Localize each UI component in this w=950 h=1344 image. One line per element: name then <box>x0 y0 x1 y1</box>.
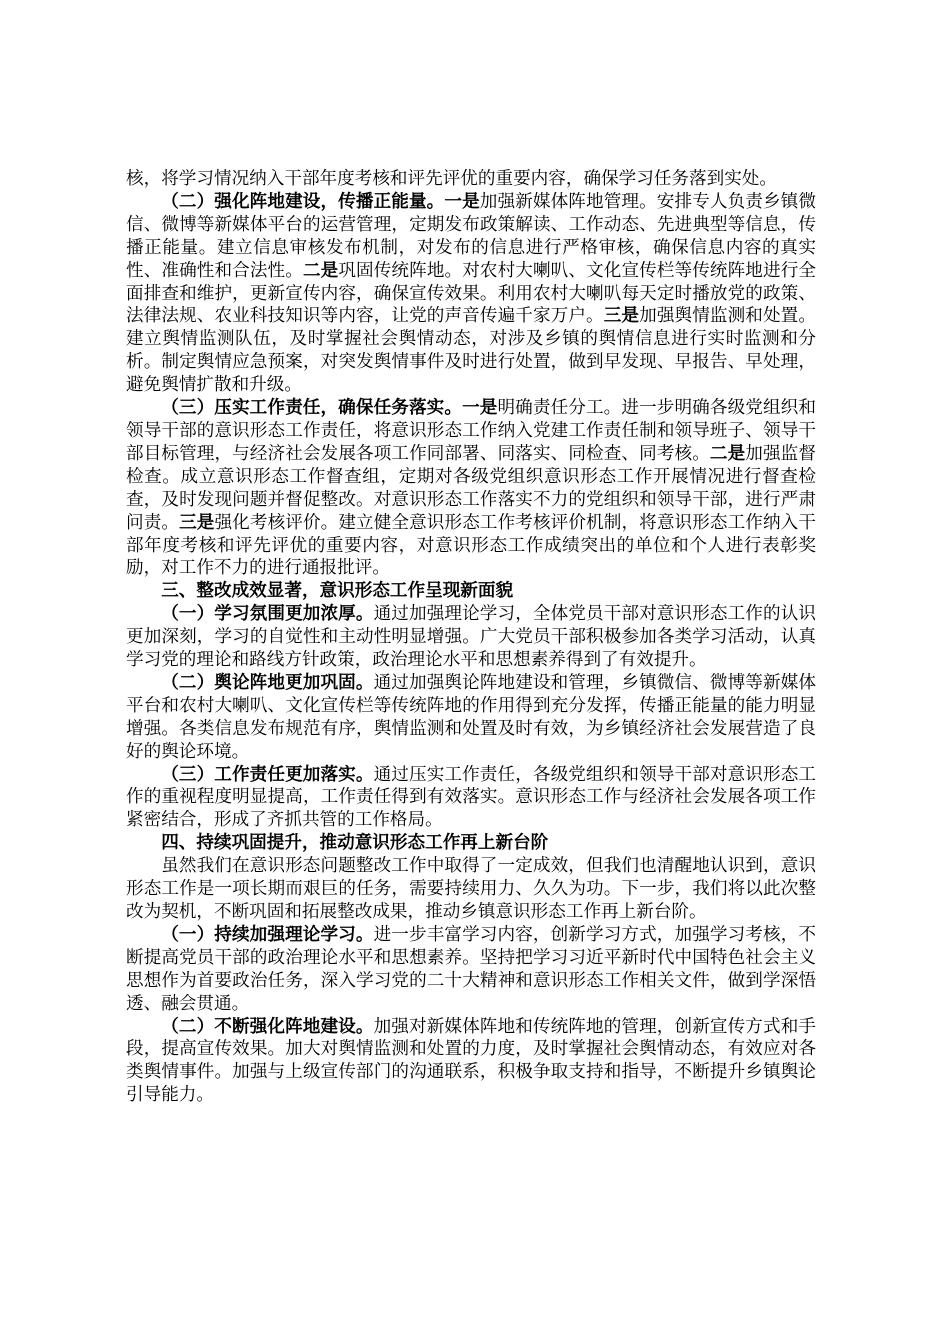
subheading-text: （二）不断强化阵地建设。 <box>161 1015 374 1037</box>
paragraph <box>126 672 816 764</box>
paragraph <box>126 855 816 924</box>
section-heading <box>126 832 816 855</box>
bold-label: 二是 <box>302 259 339 281</box>
paragraph <box>126 924 816 1016</box>
document-body <box>126 168 816 1107</box>
subheading-text: （三）工作责任更加落实。 <box>161 763 374 785</box>
section-heading <box>126 580 816 603</box>
bold-label: 一是 <box>444 190 480 212</box>
paragraph <box>126 397 816 580</box>
text-run: 核，将学习情况纳入干部年度考核和评先评优的重要内容，确保学习任务落到实处。 <box>126 169 777 189</box>
text-run: 进一步丰富学习内容，创新学习方式，加强学习考核，不断提高党员干部的政治理论水平和思想素养。坚持把学习习近平新时代中国特色社会主义思想作为首要政治任务，深入学习党的二十大精神和意识形态工作相关文件，做到学深悟透、融会贯通。 <box>126 924 816 1014</box>
text-run: 通过加强理论学习，全体党员干部对意识形态工作的认识更加深刻，学习的自觉性和主动性明显增强。广大党员干部积极参加各类学习活动，认真学习党的理论和路线方针政策，政治理论水平和思想素养得到了有效提升。 <box>126 604 816 671</box>
paragraph <box>126 1016 816 1108</box>
text-run: 加强监督检查。成立意识形态工作督查组，定期对各级党组织意识形态工作开展情况进行督查检查，及时发现问题并督促整改。对意识形态工作落实不力的党组织和领导干部，进行严肃问责。 <box>126 443 816 533</box>
text-run: 通过压实工作责任，各级党组织和领导干部对意识形态工作的重视程度明显提高，工作责任得到有效落实。意识形态工作与经济社会发展各项工作紧密结合，形成了齐抓共管的工作格局。 <box>126 764 816 831</box>
bold-label: 三是 <box>603 305 640 327</box>
paragraph <box>126 764 816 833</box>
bold-label: 二是 <box>709 442 746 464</box>
paragraph <box>126 168 816 191</box>
text-run: 明确责任分工。进一步明确各级党组织和领导干部的意识形态工作责任，将意识形态工作纳入党建工作责任制和领导班子、领导干部目标管理，与经济社会发展各项工作同部署、同落实、同检查、同考核。 <box>126 398 816 464</box>
subheading-text: （一）学习氛围更加浓厚。 <box>161 603 374 625</box>
text-run: 加强舆情监测和处置。建立舆情监测队伍，及时掌握社会舆情动态，对涉及乡镇的舆情信息进行实时监测和分析。制定舆情应急预案，对突发舆情事件及时进行处置，做到早发现、早报告、早处理，避免舆情扩散和升级。 <box>126 306 816 396</box>
paragraph <box>126 191 816 397</box>
bold-label: 三是 <box>179 511 215 533</box>
text-run: 虽然我们在意识形态问题整改工作中取得了一定成效，但我们也清醒地认识到，意识形态工作是一项长期而艰巨的任务，需要持续用力、久久为功。下一步，我们将以此次整改为契机，不断巩固和拓展整改成果，推动乡镇意识形态工作再上新台阶。 <box>126 856 816 922</box>
text-run: 加强对新媒体阵地和传统阵地的管理，创新宣传方式和手段，提高宣传效果。加大对舆情监测和处置的力度，及时掌握社会舆情动态，有效应对各类舆情事件。加强与上级宣传部门的沟通联系，积极争取支持和指导，不断提升乡镇舆论引导能力。 <box>126 1016 816 1106</box>
bold-label: 一是 <box>462 397 498 419</box>
heading-text: 三、整改成效显著，意识形态工作呈现新面貌 <box>161 580 514 602</box>
text-run: 通过加强舆论阵地建设和管理，乡镇微信、微博等新媒体平台和农村大喇叭、文化宣传栏等传统阵地的作用得到充分发挥，传播正能量的能力明显增强。各类信息发布规范有序，舆情监测和处置及时有效，为乡镇经济社会发展营造了良好的舆论环境。 <box>126 672 816 762</box>
text-run: 强化考核评价。建立健全意识形态工作考核评价机制，将意识形态工作纳入干部年度考核和评先评优的重要内容，对意识形态工作成绩突出的单位和个人进行表彰奖励，对工作不力的进行通报批评。 <box>126 512 816 579</box>
heading-text: 四、持续巩固提升，推动意识形态工作再上新台阶 <box>161 832 549 854</box>
text-run: 加强新媒体阵地管理。安排专人负责乡镇微信、微博等新媒体平台的运营管理，定期发布政策解读、工作动态、先进典型等信息，传播正能量。建立信息审核发布机制，对发布的信息进行严格审核，确保信息内容的真实性、准确性和合法性。 <box>126 191 816 281</box>
subheading-text: （二）舆论阵地更加巩固。 <box>161 671 374 693</box>
subheading-text: （二）强化阵地建设，传播正能量。 <box>161 190 445 212</box>
paragraph <box>126 603 816 672</box>
text-run: 巩固传统阵地。对农村大喇叭、文化宣传栏等传统阵地进行全面排查和维护，更新宣传内容，确保宣传效果。利用农村大喇叭每天定时播放党的政策、法律法规、农业科技知识等内容，让党的声音传遍千家万户。 <box>126 260 816 327</box>
subheading-text: （一）持续加强理论学习。 <box>161 923 374 945</box>
subheading-text: （三）压实工作责任，确保任务落实。 <box>161 397 463 419</box>
